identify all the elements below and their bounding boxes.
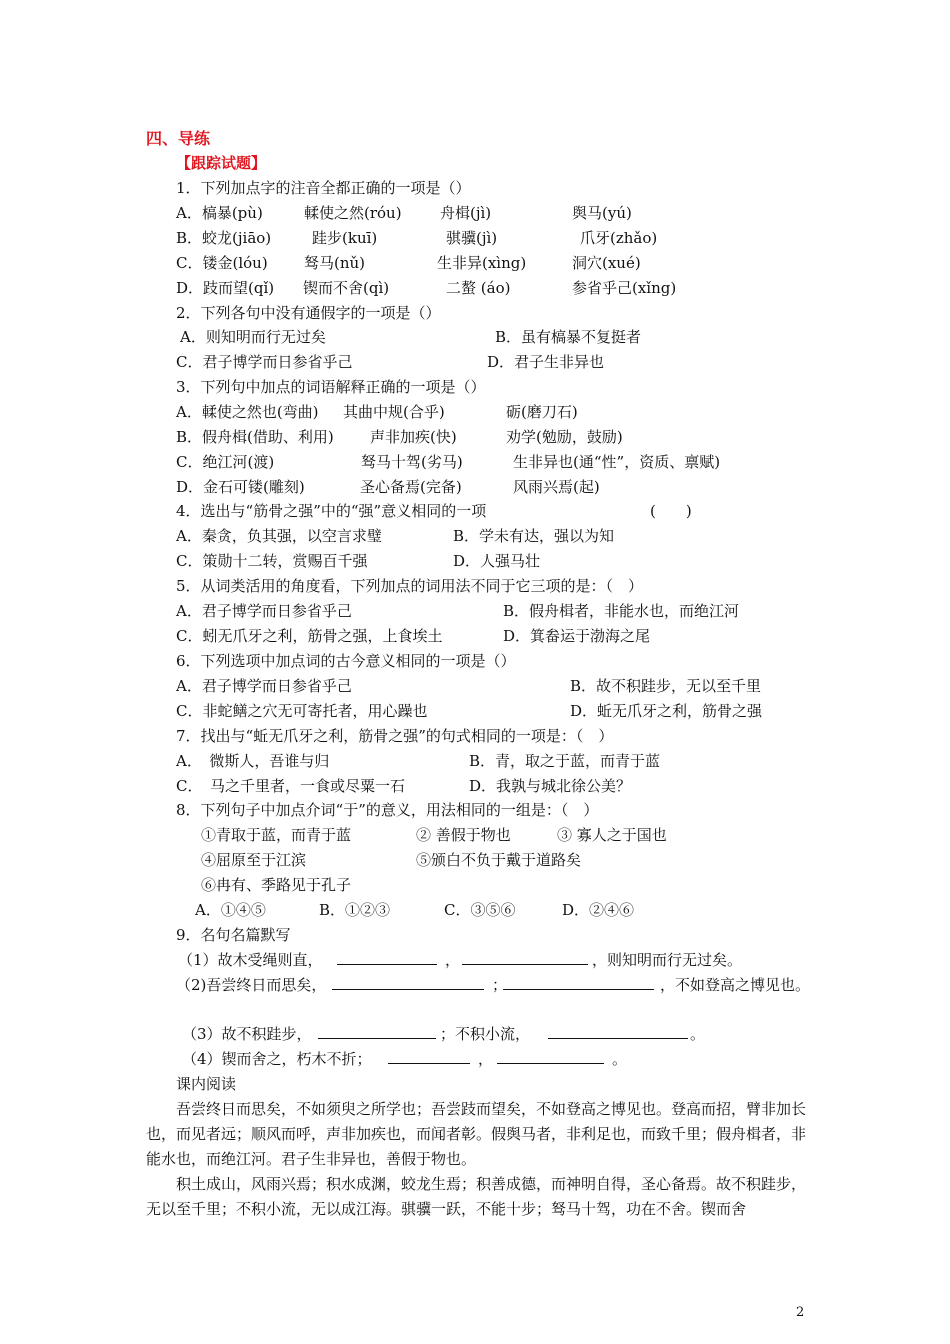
answer-blank[interactable] (462, 964, 588, 965)
reading-paragraph: 积土成山，风雨兴焉；积水成渊，蛟龙生焉；积善成德，而神明自得，圣心备焉。故不积跬步，无以至千里；不积小流，无以成江海。骐骥一跃，不能十步；驽马十驾，功在不舍。锲而舍 (146, 1175, 807, 1218)
q1-option-d: D．跂而望(qǐ) (176, 279, 275, 297)
fill-line-3-sep: ；不积小流， (440, 1025, 531, 1043)
q7-option-d: D．我孰与城北徐公美？ (469, 777, 632, 795)
q1-option-d: 锲而不舍(qì) (303, 279, 390, 297)
fill-line-3-suffix: 。 (690, 1025, 706, 1043)
q5-stem: 5．从词类活用的角度看，下列加点的词用法不同于它三项的是：（ ） (176, 577, 644, 595)
q4-answer-bracket: ( ) (650, 502, 692, 520)
q3-option-c: C．绝江河(渡) (176, 453, 275, 471)
subsection-title: 【跟踪试题】 (176, 154, 267, 172)
q8-option: A．①④⑤ (195, 901, 266, 919)
q1-option-a: 輮使之然(róu) (304, 204, 402, 222)
q1-option-b: 爪牙(zhǎo) (580, 229, 658, 247)
fill-line-1-suffix: ，则知明而行无过矣。 (592, 951, 743, 969)
answer-blank[interactable] (318, 1038, 436, 1039)
fill-line-2-suffix: ，不如登高之博见也。 (660, 976, 811, 994)
fill-line-1-sep: ， (445, 951, 461, 969)
q5-option-b: B．假舟楫者，非能水也，而绝江河 (503, 602, 740, 620)
q1-stem: 1．下列加点字的注音全都正确的一项是（） (176, 179, 471, 197)
q5-option-a: A．君子博学而日参省乎己 (176, 602, 352, 620)
fill-line-1-prefix: （1）故木受绳则直， (178, 951, 323, 969)
page-number: 2 (796, 1305, 805, 1320)
q1-option-c: C．镂金(lóu) (176, 254, 268, 272)
answer-blank[interactable] (548, 1038, 688, 1039)
q9-stem: 9．名句名篇默写 (176, 926, 291, 944)
q2-option-c: C．君子博学而日参省乎己 (176, 353, 353, 371)
q1-option-a: A．槁暴(pù) (176, 204, 263, 222)
q8-option: C．③⑤⑥ (444, 901, 516, 919)
q1-option-d: 参省乎己(xǐng) (572, 279, 677, 297)
q1-option-a: 舟楫(jì) (440, 204, 492, 222)
q8-item: ⑤颁白不负于戴于道路矣 (416, 851, 582, 869)
q3-option-c: 驽马十驾(劣马) (361, 453, 463, 471)
q8-item: ③ 寡人之于国也 (557, 826, 667, 844)
q3-option-d: D．金石可镂(雕刻) (176, 478, 305, 496)
answer-blank[interactable] (337, 964, 437, 965)
q2-option-b: B．虽有槁暴不复挺者 (495, 328, 642, 346)
q8-item: ①青取于蓝，而青于蓝 (201, 826, 352, 844)
q3-option-b: 劝学(勉励，鼓励) (506, 428, 623, 446)
q1-option-c: 生非异(xìng) (437, 254, 527, 272)
answer-blank[interactable] (497, 1063, 604, 1064)
fill-line-4-sep: ， (478, 1050, 494, 1068)
q6-option-c: C．非蛇鳝之穴无可寄托者，用心躁也 (176, 702, 428, 720)
q7-option-b: B．青，取之于蓝，而青于蓝 (469, 752, 661, 770)
answer-blank[interactable] (503, 989, 654, 990)
q8-item: ⑥冉有、季路见于孔子 (201, 876, 352, 894)
q2-stem: 2．下列各句中没有通假字的一项是（） (176, 304, 441, 322)
fill-line-2-prefix: （2)吾尝终日而思矣， (176, 976, 327, 994)
q4-stem: 4．选出与“筋骨之强”中的“强”意义相同的一项 (176, 502, 487, 520)
fill-line-4-prefix: （4）锲而舍之，朽木不折； (182, 1050, 372, 1068)
fill-line-4-suffix: 。 (612, 1050, 628, 1068)
fill-line-3-prefix: （3）故不积跬步， (182, 1025, 312, 1043)
q8-item: ② 善假于物也 (416, 826, 511, 844)
q1-option-c: 洞穴(xué) (572, 254, 641, 272)
q4-option-a: A．秦贪，负其强，以空言求璧 (176, 527, 382, 545)
q4-option-c: C．策勋十二转，赏赐百千强 (176, 552, 368, 570)
q3-option-b: 声非加疾(快) (370, 428, 457, 446)
q3-option-b: B．假舟楫(借助、利用) (176, 428, 334, 446)
q3-option-c: 生非异也(通“性”，资质、禀赋) (513, 453, 721, 471)
q6-option-d: D．蚯无爪牙之利，筋骨之强 (570, 702, 763, 720)
q3-option-a: 其曲中规(合乎) (343, 403, 445, 421)
fill-line-2-sep: ； (492, 976, 508, 994)
q2-option-a: A．则知明而行无过矣 (180, 328, 326, 346)
q3-option-a: 砺(磨刀石) (506, 403, 578, 421)
q6-option-b: B．故不积跬步，无以至千里 (570, 677, 762, 695)
q3-option-a: A．輮使之然也(弯曲) (176, 403, 319, 421)
q7-option-a: A． 微斯人，吾谁与归 (176, 752, 330, 770)
section-title: 四、导练 (146, 129, 211, 148)
q1-option-d: 二螯 (áo) (446, 279, 511, 297)
q7-stem: 7．找出与“蚯无爪牙之利，筋骨之强”的句式相同的一项是：（ ） (176, 727, 614, 745)
answer-blank[interactable] (388, 1063, 470, 1064)
q1-option-b: 跬步(kuī) (312, 229, 378, 247)
q3-option-d: 圣心备焉(完备) (360, 478, 462, 496)
q1-option-a: 舆马(yú) (572, 204, 632, 222)
q2-option-d: D．君子生非异也 (487, 353, 605, 371)
q5-option-d: D．箕畚运于渤海之尾 (503, 627, 651, 645)
q8-option: B．①②③ (319, 901, 391, 919)
q1-option-b: B．蛟龙(jiāo) (176, 229, 272, 247)
q6-stem: 6．下列选项中加点词的古今意义相同的一项是（） (176, 652, 516, 670)
q3-option-d: 风雨兴焉(起) (513, 478, 600, 496)
reading-paragraph: 吾尝终日而思矣，不如须臾之所学也；吾尝跂而望矣，不如登高之博见也。登高而招，臂非加长也，而见者远；顺风而呼，声非加疾也，而闻者彰。假舆马者，非利足也，而致千里；假舟楫者，非能水也，而绝江河。君子生非异也，善假于物也。 (146, 1100, 807, 1168)
q4-option-d: D．人强马壮 (453, 552, 541, 570)
q3-stem: 3．下列句中加点的词语解释正确的一项是（） (176, 378, 486, 396)
q8-item: ④屈原至于江滨 (201, 851, 307, 869)
q8-option: D．②④⑥ (562, 901, 635, 919)
q7-option-c: C． 马之千里者，一食或尽粟一石 (176, 777, 405, 795)
q4-option-b: B．学未有达，强以为知 (453, 527, 615, 545)
answer-blank[interactable] (332, 989, 484, 990)
reading-passage (146, 1097, 806, 1222)
q8-stem: 8．下列句子中加点介词“于”的意义，用法相同的一组是：（ ） (176, 801, 599, 819)
reading-title: 课内阅读 (176, 1075, 237, 1093)
q1-option-b: 骐骥(jì) (446, 229, 498, 247)
q5-option-c: C．蚓无爪牙之利，筋骨之强，上食埃土 (176, 627, 443, 645)
q6-option-a: A．君子博学而日参省乎己 (176, 677, 352, 695)
q1-option-c: 驽马(nǔ) (304, 254, 366, 272)
